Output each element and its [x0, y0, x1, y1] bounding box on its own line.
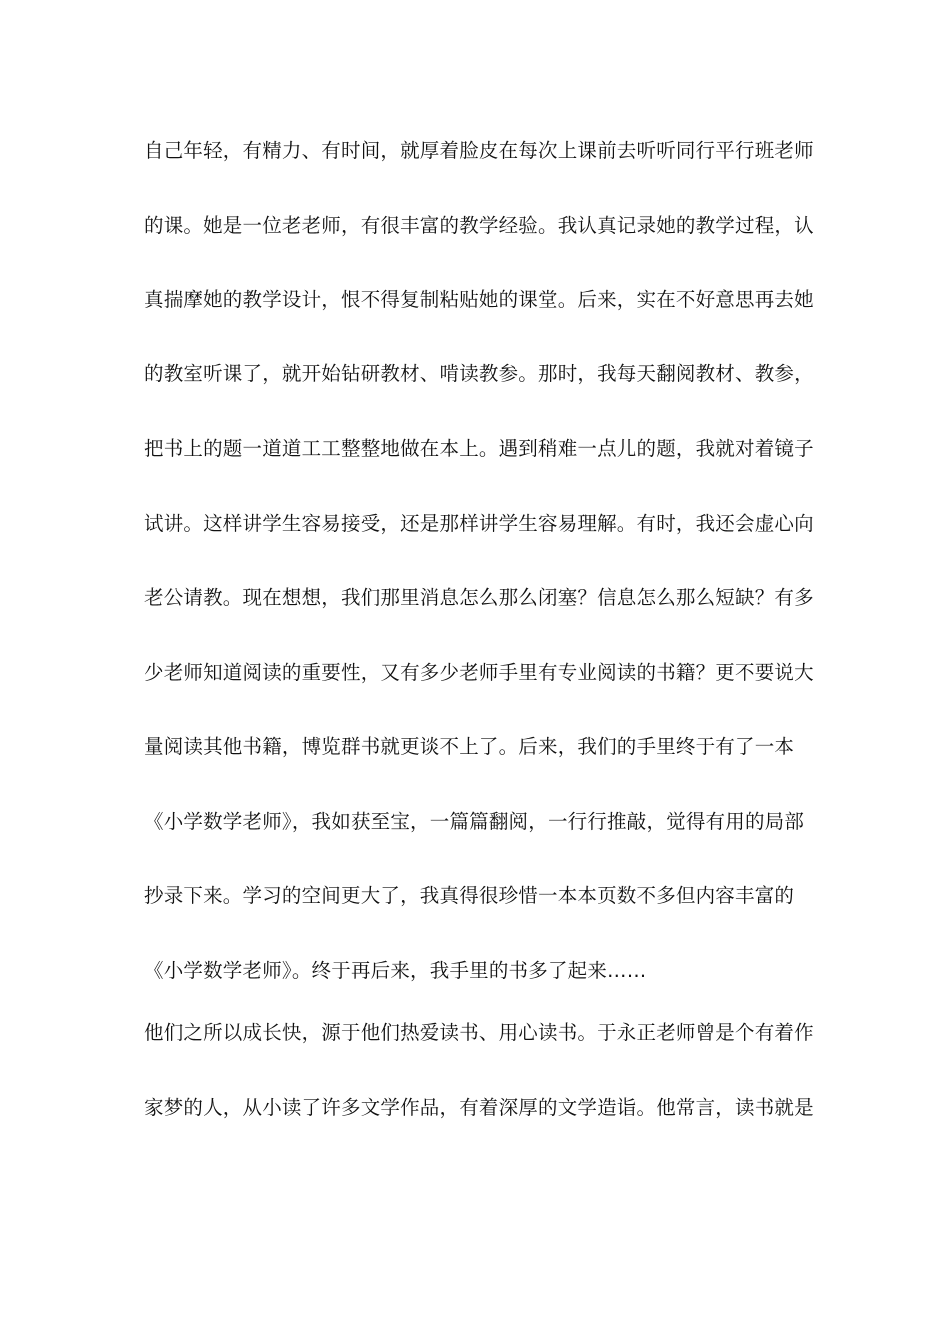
paragraph-2-line-2: 家梦的人，从小读了许多文学作品，有着深厚的文学造诣。他常言，读书就是 — [144, 1096, 814, 1119]
paragraph-1-line-12: 《小学数学老师》。终于再后来，我手里的书多了起来…… — [144, 959, 647, 982]
paragraph-1-line-8: 少老师知道阅读的重要性，又有多少老师手里有专业阅读的书籍？更不要说大 — [144, 661, 814, 684]
paragraph-1-line-11: 抄录下来。学习的空间更大了，我真得很珍惜一本本页数不多但内容丰富的 — [144, 884, 795, 907]
paragraph-1-line-5: 把书上的题一道道工工整整地做在本上。遇到稍难一点儿的题，我就对着镜子 — [144, 437, 814, 460]
paragraph-1-line-10: 《小学数学老师》，我如获至宝，一篇篇翻阅，一行行推敲，觉得有用的局部 — [144, 810, 805, 833]
paragraph-1-line-4: 的教室听课了，就开始钻研教材、啃读教参。那时，我每天翻阅教材、教参， — [144, 362, 814, 385]
paragraph-1-line-2: 的课。她是一位老老师，有很丰富的教学经验。我认真记录她的教学过程，认 — [144, 214, 814, 237]
paragraph-1-line-3: 真揣摩她的教学设计，恨不得复制粘贴她的课堂。后来，实在不好意思再去她 — [144, 288, 814, 311]
paragraph-1-line-9: 量阅读其他书籍，博览群书就更谈不上了。后来，我们的手里终于有了一本 — [144, 735, 795, 758]
paragraph-1-line-7: 老公请教。现在想想，我们那里消息怎么那么闭塞？信息怎么那么短缺？有多 — [144, 586, 814, 609]
paragraph-2-line-1: 他们之所以成长快，源于他们热爱读书、用心读书。于永正老师曾是个有着作 — [144, 1021, 814, 1044]
paragraph-1-line-6: 试讲。这样讲学生容易接受，还是那样讲学生容易理解。有时，我还会虚心向 — [144, 512, 814, 535]
paragraph-1-line-1: 自己年轻，有精力、有时间，就厚着脸皮在每次上课前去听听同行平行班老师 — [144, 139, 814, 162]
